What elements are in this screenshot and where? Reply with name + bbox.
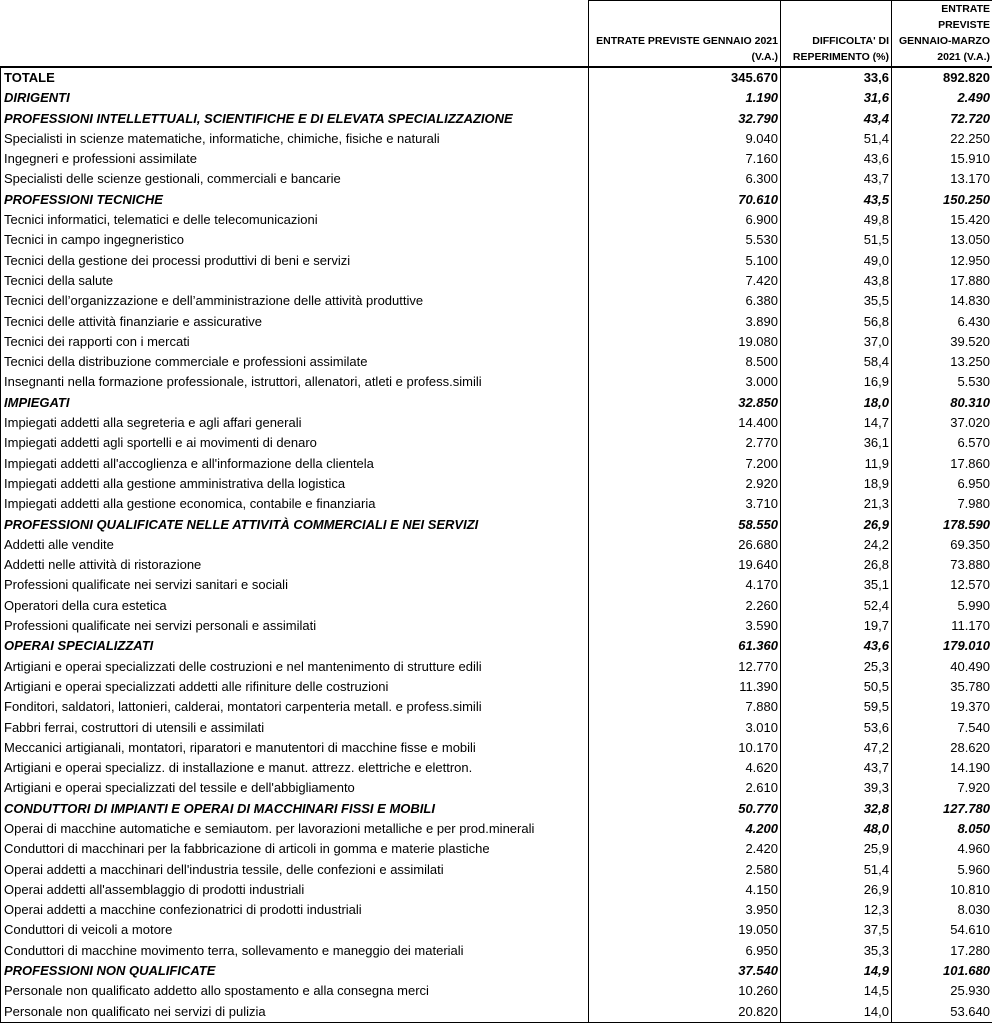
jan-2021-value: 6.380: [589, 291, 781, 311]
jan-mar-2021-value: 8.050: [892, 819, 992, 839]
difficulty-value: 11,9: [781, 454, 892, 474]
table-row: [1, 555, 992, 575]
table-row: [1, 900, 992, 920]
jan-mar-2021-value: 53.640: [892, 1002, 992, 1023]
table-row: [1, 332, 992, 352]
table-row: [1, 413, 992, 433]
row-label: Conduttori di macchinari per la fabbricazione di articoli in gomma e materie plastiche: [1, 839, 589, 859]
jan-mar-2021-value: 22.250: [892, 129, 992, 149]
header-difficulty: DIFFICOLTA' DI REPERIMENTO (%): [781, 1, 892, 68]
header-label-cell: [1, 1, 589, 68]
row-label: Professioni qualificate nei servizi personali e assimilati: [1, 616, 589, 636]
difficulty-value: 51,4: [781, 860, 892, 880]
row-label: Operai di macchine automatiche e semiautom. per lavorazioni metalliche e per prod.minerali: [1, 819, 589, 839]
row-label: PROFESSIONI TECNICHE: [1, 190, 589, 210]
table-row: [1, 271, 992, 291]
table-row: [1, 1002, 992, 1023]
category-row: [1, 109, 992, 129]
difficulty-value: 18,9: [781, 474, 892, 494]
jan-2021-value: 9.040: [589, 129, 781, 149]
difficulty-value: 12,3: [781, 900, 892, 920]
table-row: [1, 616, 992, 636]
difficulty-value: 43,8: [781, 271, 892, 291]
difficulty-value: 16,9: [781, 372, 892, 392]
category-row: [1, 799, 992, 819]
jan-2021-value: 50.770: [589, 799, 781, 819]
header-jan-2021: ENTRATE PREVISTE GENNAIO 2021 (V.A.): [589, 1, 781, 68]
row-label: Tecnici delle attività finanziarie e assicurative: [1, 312, 589, 332]
table-row: [1, 372, 992, 392]
row-label: Addetti nelle attività di ristorazione: [1, 555, 589, 575]
jan-2021-value: 6.300: [589, 169, 781, 189]
difficulty-value: 51,5: [781, 230, 892, 250]
row-label: Artigiani e operai specializzati del tessile e dell'abbigliamento: [1, 778, 589, 798]
jan-mar-2021-value: 6.430: [892, 312, 992, 332]
jan-mar-2021-value: 14.830: [892, 291, 992, 311]
jan-2021-value: 345.670: [589, 67, 781, 88]
row-label: Tecnici della gestione dei processi produttivi di beni e servizi: [1, 251, 589, 271]
jan-2021-value: 2.580: [589, 860, 781, 880]
jan-2021-value: 4.620: [589, 758, 781, 778]
jan-mar-2021-value: 12.570: [892, 575, 992, 595]
jan-mar-2021-value: 2.490: [892, 88, 992, 108]
jan-mar-2021-value: 6.950: [892, 474, 992, 494]
jan-mar-2021-value: 5.960: [892, 860, 992, 880]
jan-2021-value: 19.640: [589, 555, 781, 575]
jan-mar-2021-value: 4.960: [892, 839, 992, 859]
difficulty-value: 49,0: [781, 251, 892, 271]
jan-2021-value: 32.790: [589, 109, 781, 129]
category-row: [1, 636, 992, 656]
jan-mar-2021-value: 127.780: [892, 799, 992, 819]
difficulty-value: 25,9: [781, 839, 892, 859]
jan-2021-value: 4.170: [589, 575, 781, 595]
row-label: Fonditori, saldatori, lattonieri, calderai, montatori carpenteria metall. e profess.simili: [1, 697, 589, 717]
jan-2021-value: 3.890: [589, 312, 781, 332]
table-row: [1, 697, 992, 717]
difficulty-value: 35,5: [781, 291, 892, 311]
jan-mar-2021-value: 17.280: [892, 941, 992, 961]
difficulty-value: 43,5: [781, 190, 892, 210]
jan-2021-value: 7.420: [589, 271, 781, 291]
difficulty-value: 36,1: [781, 433, 892, 453]
difficulty-value: 14,9: [781, 961, 892, 981]
jan-2021-value: 6.950: [589, 941, 781, 961]
row-label: Personale non qualificato nei servizi di pulizia: [1, 1002, 589, 1023]
jan-2021-value: 2.260: [589, 596, 781, 616]
row-label: Specialisti in scienze matematiche, informatiche, chimiche, fisiche e naturali: [1, 129, 589, 149]
row-label: Operai addetti a macchine confezionatrici di prodotti industriali: [1, 900, 589, 920]
jan-2021-value: 5.100: [589, 251, 781, 271]
row-label: IMPIEGATI: [1, 393, 589, 413]
table-row: [1, 494, 992, 514]
table-row: [1, 778, 992, 798]
jan-2021-value: 19.050: [589, 920, 781, 940]
difficulty-value: 59,5: [781, 697, 892, 717]
jan-2021-value: 2.420: [589, 839, 781, 859]
jan-mar-2021-value: 178.590: [892, 515, 992, 535]
difficulty-value: 37,5: [781, 920, 892, 940]
jan-mar-2021-value: 13.050: [892, 230, 992, 250]
jan-2021-value: 37.540: [589, 961, 781, 981]
row-label: Professioni qualificate nei servizi sanitari e sociali: [1, 575, 589, 595]
row-label: PROFESSIONI NON QUALIFICATE: [1, 961, 589, 981]
jan-mar-2021-value: 13.170: [892, 169, 992, 189]
jan-mar-2021-value: 40.490: [892, 657, 992, 677]
jan-mar-2021-value: 39.520: [892, 332, 992, 352]
table-row: [1, 677, 992, 697]
jan-2021-value: 4.150: [589, 880, 781, 900]
jan-2021-value: 3.950: [589, 900, 781, 920]
category-row: [1, 515, 992, 535]
row-label: Impiegati addetti agli sportelli e ai movimenti di denaro: [1, 433, 589, 453]
jan-mar-2021-value: 17.860: [892, 454, 992, 474]
jan-2021-value: 12.770: [589, 657, 781, 677]
jan-2021-value: 3.010: [589, 718, 781, 738]
row-label: Operai addetti all'assemblaggio di prodotti industriali: [1, 880, 589, 900]
jan-mar-2021-value: 35.780: [892, 677, 992, 697]
difficulty-value: 21,3: [781, 494, 892, 514]
row-label: Artigiani e operai specializzati addetti alle rifiniture delle costruzioni: [1, 677, 589, 697]
jan-2021-value: 20.820: [589, 1002, 781, 1023]
difficulty-value: 35,3: [781, 941, 892, 961]
row-label: Operatori della cura estetica: [1, 596, 589, 616]
table-row: [1, 839, 992, 859]
row-label: Tecnici dell’organizzazione e dell’amministrazione delle attività produttive: [1, 291, 589, 311]
jan-2021-value: 11.390: [589, 677, 781, 697]
difficulty-value: 14,7: [781, 413, 892, 433]
header-row: [1, 1, 992, 68]
table-row: [1, 129, 992, 149]
jan-mar-2021-value: 892.820: [892, 67, 992, 88]
jan-2021-value: 10.260: [589, 981, 781, 1001]
difficulty-value: 26,8: [781, 555, 892, 575]
jan-2021-value: 26.680: [589, 535, 781, 555]
difficulty-value: 43,7: [781, 758, 892, 778]
difficulty-value: 51,4: [781, 129, 892, 149]
difficulty-value: 48,0: [781, 819, 892, 839]
table-row: [1, 575, 992, 595]
row-label: Tecnici informatici, telematici e delle telecomunicazioni: [1, 210, 589, 230]
category-row: [1, 88, 992, 108]
jan-mar-2021-value: 37.020: [892, 413, 992, 433]
jan-mar-2021-value: 5.990: [892, 596, 992, 616]
row-label: Tecnici dei rapporti con i mercati: [1, 332, 589, 352]
row-label: PROFESSIONI QUALIFICATE NELLE ATTIVITÀ COMMERCIALI E NEI SERVIZI: [1, 515, 589, 535]
jan-2021-value: 4.200: [589, 819, 781, 839]
jan-2021-value: 7.880: [589, 697, 781, 717]
difficulty-value: 26,9: [781, 515, 892, 535]
jan-2021-value: 3.710: [589, 494, 781, 514]
jan-2021-value: 14.400: [589, 413, 781, 433]
row-label: Ingegneri e professioni assimilate: [1, 149, 589, 169]
difficulty-value: 47,2: [781, 738, 892, 758]
difficulty-value: 14,5: [781, 981, 892, 1001]
table-row: [1, 941, 992, 961]
jan-mar-2021-value: 10.810: [892, 880, 992, 900]
jan-2021-value: 1.190: [589, 88, 781, 108]
jan-2021-value: 32.850: [589, 393, 781, 413]
header-jan-mar-2021: ENTRATE PREVISTE GENNAIO-MARZO 2021 (V.A.): [892, 1, 992, 68]
table-row: [1, 758, 992, 778]
row-label: Artigiani e operai specializz. di installazione e manut. attrezz. elettriche e elettron.: [1, 758, 589, 778]
jan-mar-2021-value: 28.620: [892, 738, 992, 758]
row-label: Tecnici in campo ingegneristico: [1, 230, 589, 250]
jan-mar-2021-value: 13.250: [892, 352, 992, 372]
difficulty-value: 56,8: [781, 312, 892, 332]
category-row: [1, 67, 992, 88]
jan-mar-2021-value: 19.370: [892, 697, 992, 717]
row-label: TOTALE: [1, 67, 589, 88]
jan-2021-value: 61.360: [589, 636, 781, 656]
difficulty-value: 43,6: [781, 636, 892, 656]
jan-2021-value: 5.530: [589, 230, 781, 250]
row-label: Tecnici della distribuzione commerciale e professioni assimilate: [1, 352, 589, 372]
jan-mar-2021-value: 25.930: [892, 981, 992, 1001]
jan-2021-value: 7.160: [589, 149, 781, 169]
table-row: [1, 454, 992, 474]
difficulty-value: 37,0: [781, 332, 892, 352]
row-label: Impiegati addetti alla gestione amministrativa della logistica: [1, 474, 589, 494]
category-row: [1, 961, 992, 981]
jan-mar-2021-value: 69.350: [892, 535, 992, 555]
jan-mar-2021-value: 8.030: [892, 900, 992, 920]
table-row: [1, 920, 992, 940]
jan-2021-value: 8.500: [589, 352, 781, 372]
jan-mar-2021-value: 101.680: [892, 961, 992, 981]
difficulty-value: 50,5: [781, 677, 892, 697]
difficulty-value: 24,2: [781, 535, 892, 555]
row-label: Impiegati addetti all'accoglienza e all'informazione della clientela: [1, 454, 589, 474]
table-row: [1, 230, 992, 250]
row-label: Fabbri ferrai, costruttori di utensili e assimilati: [1, 718, 589, 738]
difficulty-value: 58,4: [781, 352, 892, 372]
row-label: Conduttori di veicoli a motore: [1, 920, 589, 940]
jan-2021-value: 7.200: [589, 454, 781, 474]
jan-mar-2021-value: 7.980: [892, 494, 992, 514]
table-row: [1, 657, 992, 677]
difficulty-value: 52,4: [781, 596, 892, 616]
category-row: [1, 190, 992, 210]
difficulty-value: 31,6: [781, 88, 892, 108]
table-row: [1, 433, 992, 453]
table-row: [1, 149, 992, 169]
jan-2021-value: 2.770: [589, 433, 781, 453]
jan-mar-2021-value: 5.530: [892, 372, 992, 392]
difficulty-value: 39,3: [781, 778, 892, 798]
jan-2021-value: 3.000: [589, 372, 781, 392]
jan-2021-value: 2.610: [589, 778, 781, 798]
jan-2021-value: 2.920: [589, 474, 781, 494]
jan-mar-2021-value: 54.610: [892, 920, 992, 940]
difficulty-value: 43,6: [781, 149, 892, 169]
jan-mar-2021-value: 15.420: [892, 210, 992, 230]
difficulty-value: 49,8: [781, 210, 892, 230]
difficulty-value: 19,7: [781, 616, 892, 636]
table-row: [1, 312, 992, 332]
row-label: PROFESSIONI INTELLETTUALI, SCIENTIFICHE E DI ELEVATA SPECIALIZZAZIONE: [1, 109, 589, 129]
row-label: Insegnanti nella formazione professionale, istruttori, allenatori, atleti e profess.simili: [1, 372, 589, 392]
row-label: Artigiani e operai specializzati delle costruzioni e nel mantenimento di strutture edili: [1, 657, 589, 677]
table-row: [1, 291, 992, 311]
table-row: [1, 819, 992, 839]
table-row: [1, 210, 992, 230]
difficulty-value: 33,6: [781, 67, 892, 88]
difficulty-value: 25,3: [781, 657, 892, 677]
jan-2021-value: 10.170: [589, 738, 781, 758]
row-label: CONDUTTORI DI IMPIANTI E OPERAI DI MACCHINARI FISSI E MOBILI: [1, 799, 589, 819]
difficulty-value: 32,8: [781, 799, 892, 819]
row-label: Conduttori di macchine movimento terra, sollevamento e maneggio dei materiali: [1, 941, 589, 961]
difficulty-value: 43,7: [781, 169, 892, 189]
table-row: [1, 596, 992, 616]
table-row: [1, 718, 992, 738]
jan-mar-2021-value: 6.570: [892, 433, 992, 453]
table-row: [1, 474, 992, 494]
difficulty-value: 26,9: [781, 880, 892, 900]
row-label: Tecnici della salute: [1, 271, 589, 291]
row-label: DIRIGENTI: [1, 88, 589, 108]
table-body: [1, 67, 992, 1022]
jan-mar-2021-value: 73.880: [892, 555, 992, 575]
jan-2021-value: 6.900: [589, 210, 781, 230]
difficulty-value: 18,0: [781, 393, 892, 413]
jan-mar-2021-value: 14.190: [892, 758, 992, 778]
row-label: Impiegati addetti alla segreteria e agli affari generali: [1, 413, 589, 433]
difficulty-value: 53,6: [781, 718, 892, 738]
jan-mar-2021-value: 80.310: [892, 393, 992, 413]
table-row: [1, 860, 992, 880]
difficulty-value: 43,4: [781, 109, 892, 129]
jan-mar-2021-value: 12.950: [892, 251, 992, 271]
row-label: Meccanici artigianali, montatori, riparatori e manutentori di macchine fisse e mobili: [1, 738, 589, 758]
row-label: OPERAI SPECIALIZZATI: [1, 636, 589, 656]
jan-mar-2021-value: 17.880: [892, 271, 992, 291]
jan-mar-2021-value: 150.250: [892, 190, 992, 210]
jan-mar-2021-value: 179.010: [892, 636, 992, 656]
table-row: [1, 880, 992, 900]
row-label: Specialisti delle scienze gestionali, commerciali e bancarie: [1, 169, 589, 189]
jan-2021-value: 3.590: [589, 616, 781, 636]
jan-mar-2021-value: 11.170: [892, 616, 992, 636]
jan-2021-value: 19.080: [589, 332, 781, 352]
jan-2021-value: 70.610: [589, 190, 781, 210]
row-label: Addetti alle vendite: [1, 535, 589, 555]
table-row: [1, 352, 992, 372]
jan-mar-2021-value: 72.720: [892, 109, 992, 129]
table-row: [1, 251, 992, 271]
jan-2021-value: 58.550: [589, 515, 781, 535]
difficulty-value: 14,0: [781, 1002, 892, 1023]
table-row: [1, 169, 992, 189]
jan-mar-2021-value: 7.540: [892, 718, 992, 738]
table-row: [1, 535, 992, 555]
row-label: Operai addetti a macchinari dell'industria tessile, delle confezioni e assimilati: [1, 860, 589, 880]
jan-mar-2021-value: 15.910: [892, 149, 992, 169]
category-row: [1, 393, 992, 413]
table-row: [1, 981, 992, 1001]
table-row: [1, 738, 992, 758]
row-label: Personale non qualificato addetto allo spostamento e alla consegna merci: [1, 981, 589, 1001]
jan-mar-2021-value: 7.920: [892, 778, 992, 798]
row-label: Impiegati addetti alla gestione economica, contabile e finanziaria: [1, 494, 589, 514]
difficulty-value: 35,1: [781, 575, 892, 595]
